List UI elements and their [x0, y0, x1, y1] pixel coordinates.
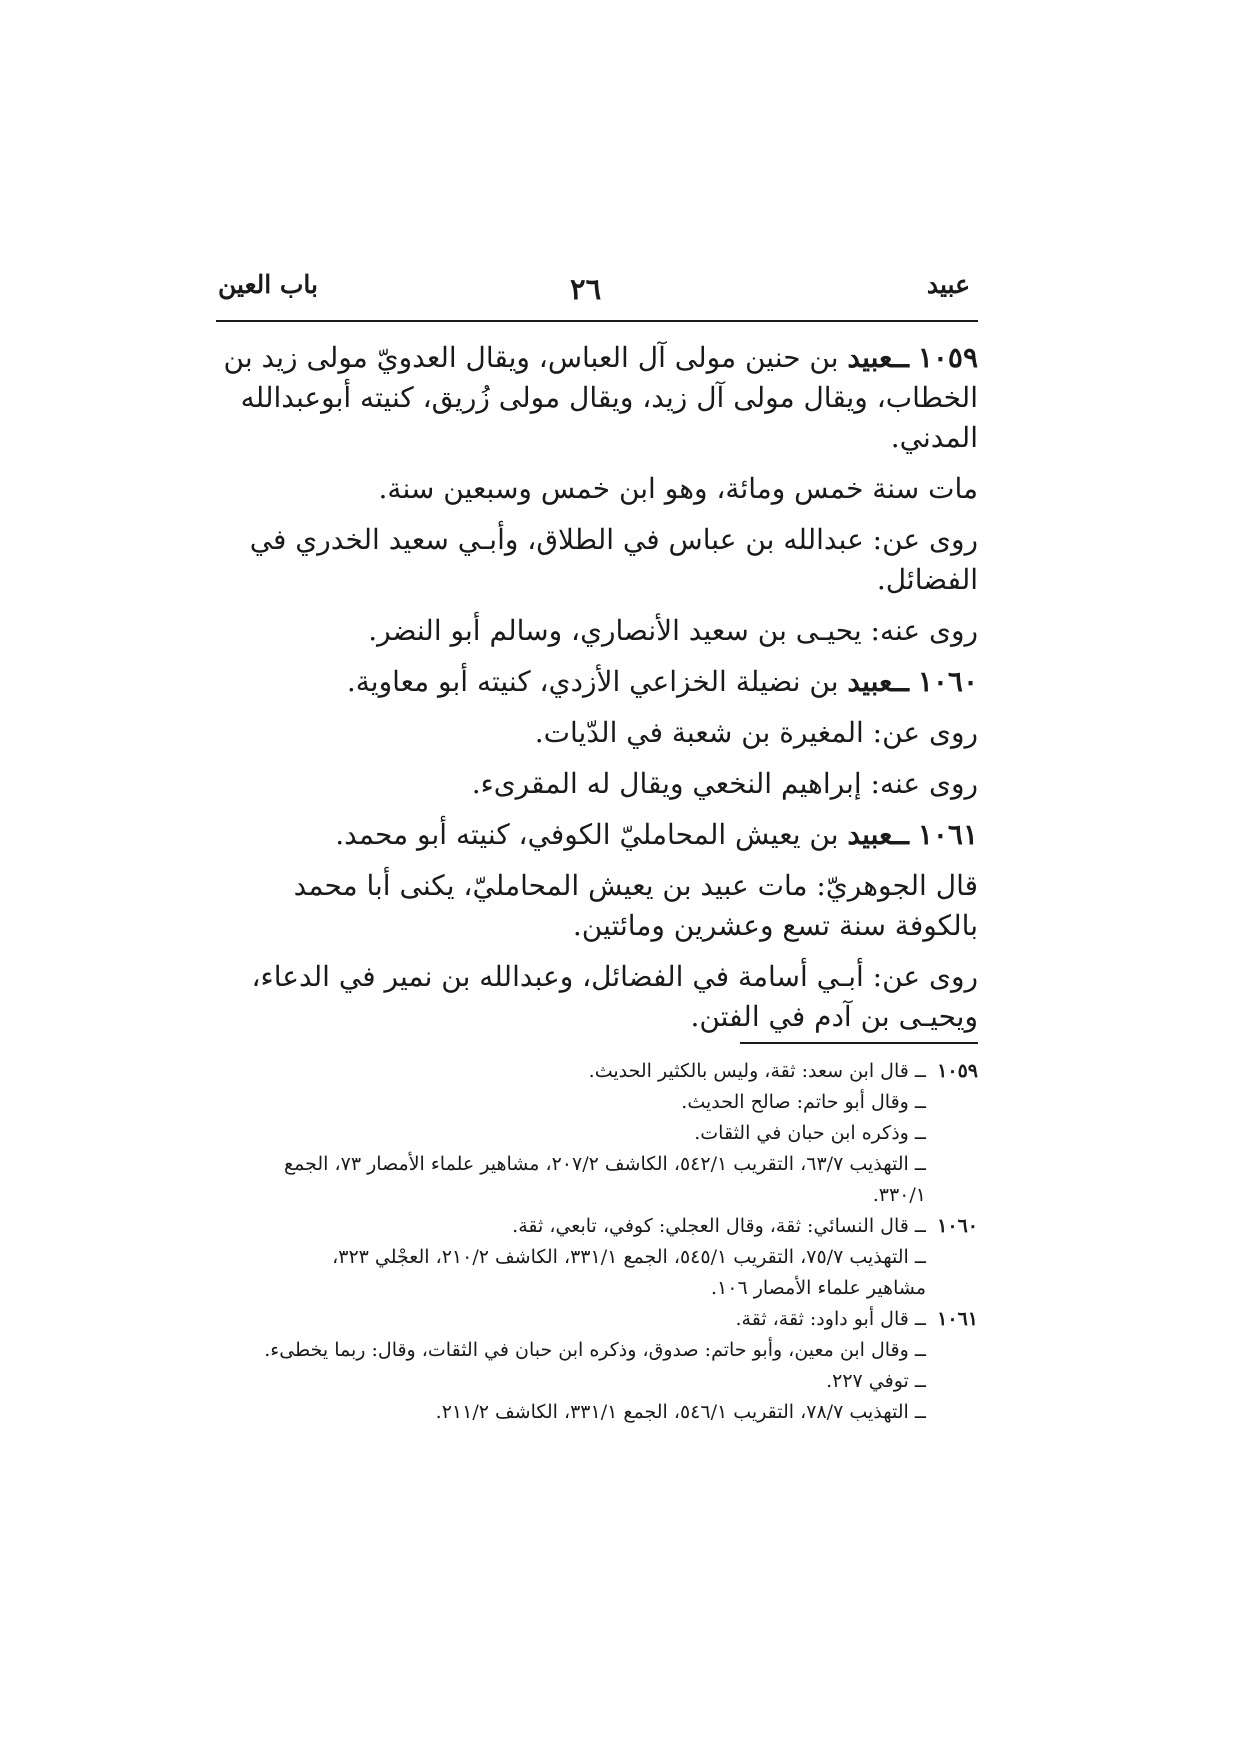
entry-1059-death: مات سنة خمس ومائة، وهو ابن خمس وسبعين سنة. — [378, 472, 978, 505]
footnote-line: ــ قال النسائي: ثقة، وقال العجلي: كوفي، تابعي، ثقة. — [512, 1215, 926, 1237]
page-number: ٢٦ — [570, 272, 602, 306]
entry-dash: ــ — [892, 818, 909, 851]
footnote-line: ــ وذكره ابن حبان في الثقات. — [694, 1122, 926, 1144]
entry-1061-quote: قال الجوهريّ: مات عبيد بن يعيش المحامليّ، يكنى أبا محمد بالكوفة سنة تسع وعشرين ومائتين. — [293, 869, 978, 942]
entry-1059 — [216, 338, 978, 458]
entry-1060 — [216, 662, 978, 702]
entry-dash: ــ — [892, 665, 909, 698]
footnote-1060 — [216, 1211, 978, 1304]
footnote-1061 — [216, 1304, 978, 1428]
entry-name: عبيد — [847, 341, 893, 374]
chapter-title: باب العين — [218, 270, 319, 299]
footnote-line: ٣٣٠/١. — [872, 1184, 926, 1206]
footnote-1059 — [216, 1056, 978, 1211]
header-divider — [216, 320, 978, 322]
footnote-line: مشاهير علماء الأمصار ١٠٦. — [710, 1277, 926, 1299]
running-header-entry: عبيد — [926, 270, 970, 299]
entry-number: ١٠٦٠ — [917, 665, 978, 698]
main-text — [216, 338, 978, 1048]
footnote-number: ١٠٥٩ — [937, 1060, 978, 1082]
entry-text: بن نضيلة الخزاعي الأزدي، كنيته أبو معاوية. — [346, 665, 839, 698]
entry-1061 — [216, 815, 978, 855]
entry-name: عبيد — [847, 818, 893, 851]
entry-1059-narrated-from: روى عن: عبدالله بن عباس في الطلاق، وأبـي سعيد الخدري في الفضائل. — [249, 523, 978, 596]
entry-name: عبيد — [847, 665, 893, 698]
entry-text: بن حنين مولى آل العباس، ويقال العدويّ مولى زيد بن الخطاب، ويقال مولى آل زيد، ويقال مولى زُريق، كنيته أبوعبدالله المدني. — [223, 341, 978, 454]
footnote-line: ــ وقال أبو حاتم: صالح الحديث. — [681, 1091, 926, 1113]
footnote-line: ــ قال ابن سعد: ثقة، وليس بالكثير الحديث. — [588, 1060, 926, 1082]
entry-dash: ــ — [892, 341, 909, 374]
footnotes — [216, 1056, 978, 1428]
footnote-line: ــ التهذيب ٦٣/٧، التقريب ٥٤٢/١، الكاشف ٢٠٧/٢، مشاهير علماء الأمصار ٧٣، الجمع — [284, 1153, 926, 1175]
footnote-line: ــ وقال ابن معين، وأبو حاتم: صدوق، وذكره ابن حبان في الثقات، وقال: ربما يخطىء. — [264, 1339, 926, 1361]
entry-1060-narrated-from: روى عن: المغيرة بن شعبة في الدّيات. — [534, 716, 978, 749]
entry-1059-narrated-by: روى عنه: يحيـى بن سعيد الأنصاري، وسالم أبو النضر. — [368, 614, 978, 647]
footnote-line: ــ توفي ٢٢٧. — [826, 1370, 926, 1392]
entry-text: بن يعيش المحامليّ الكوفي، كنيته أبو محمد. — [335, 818, 839, 851]
entry-1061-narrated-from: روى عن: أبـي أسامة في الفضائل، وعبدالله بن نمير في الدعاء، ويحيـى بن آدم في الفتن. — [251, 960, 978, 1033]
footnote-number: ١٠٦٠ — [937, 1215, 978, 1237]
entry-number: ١٠٦١ — [917, 818, 978, 851]
entry-number: ١٠٥٩ — [917, 341, 978, 374]
footnote-line: ــ التهذيب ٧٨/٧، التقريب ٥٤٦/١، الجمع ٣٣١/١، الكاشف ٢١١/٢. — [435, 1401, 926, 1423]
footnote-line: ــ التهذيب ٧٥/٧، التقريب ٥٤٥/١، الجمع ٣٣١/١، الكاشف ٢١٠/٢، العجْلي ٣٢٣، — [332, 1246, 926, 1268]
footnote-line: ــ قال أبو داود: ثقة، ثقة. — [735, 1308, 926, 1330]
footnote-divider — [740, 1042, 978, 1044]
footnote-number: ١٠٦١ — [937, 1308, 978, 1330]
entry-1060-narrated-by: روى عنه: إبراهيم النخعي ويقال له المقرىء. — [471, 767, 978, 800]
